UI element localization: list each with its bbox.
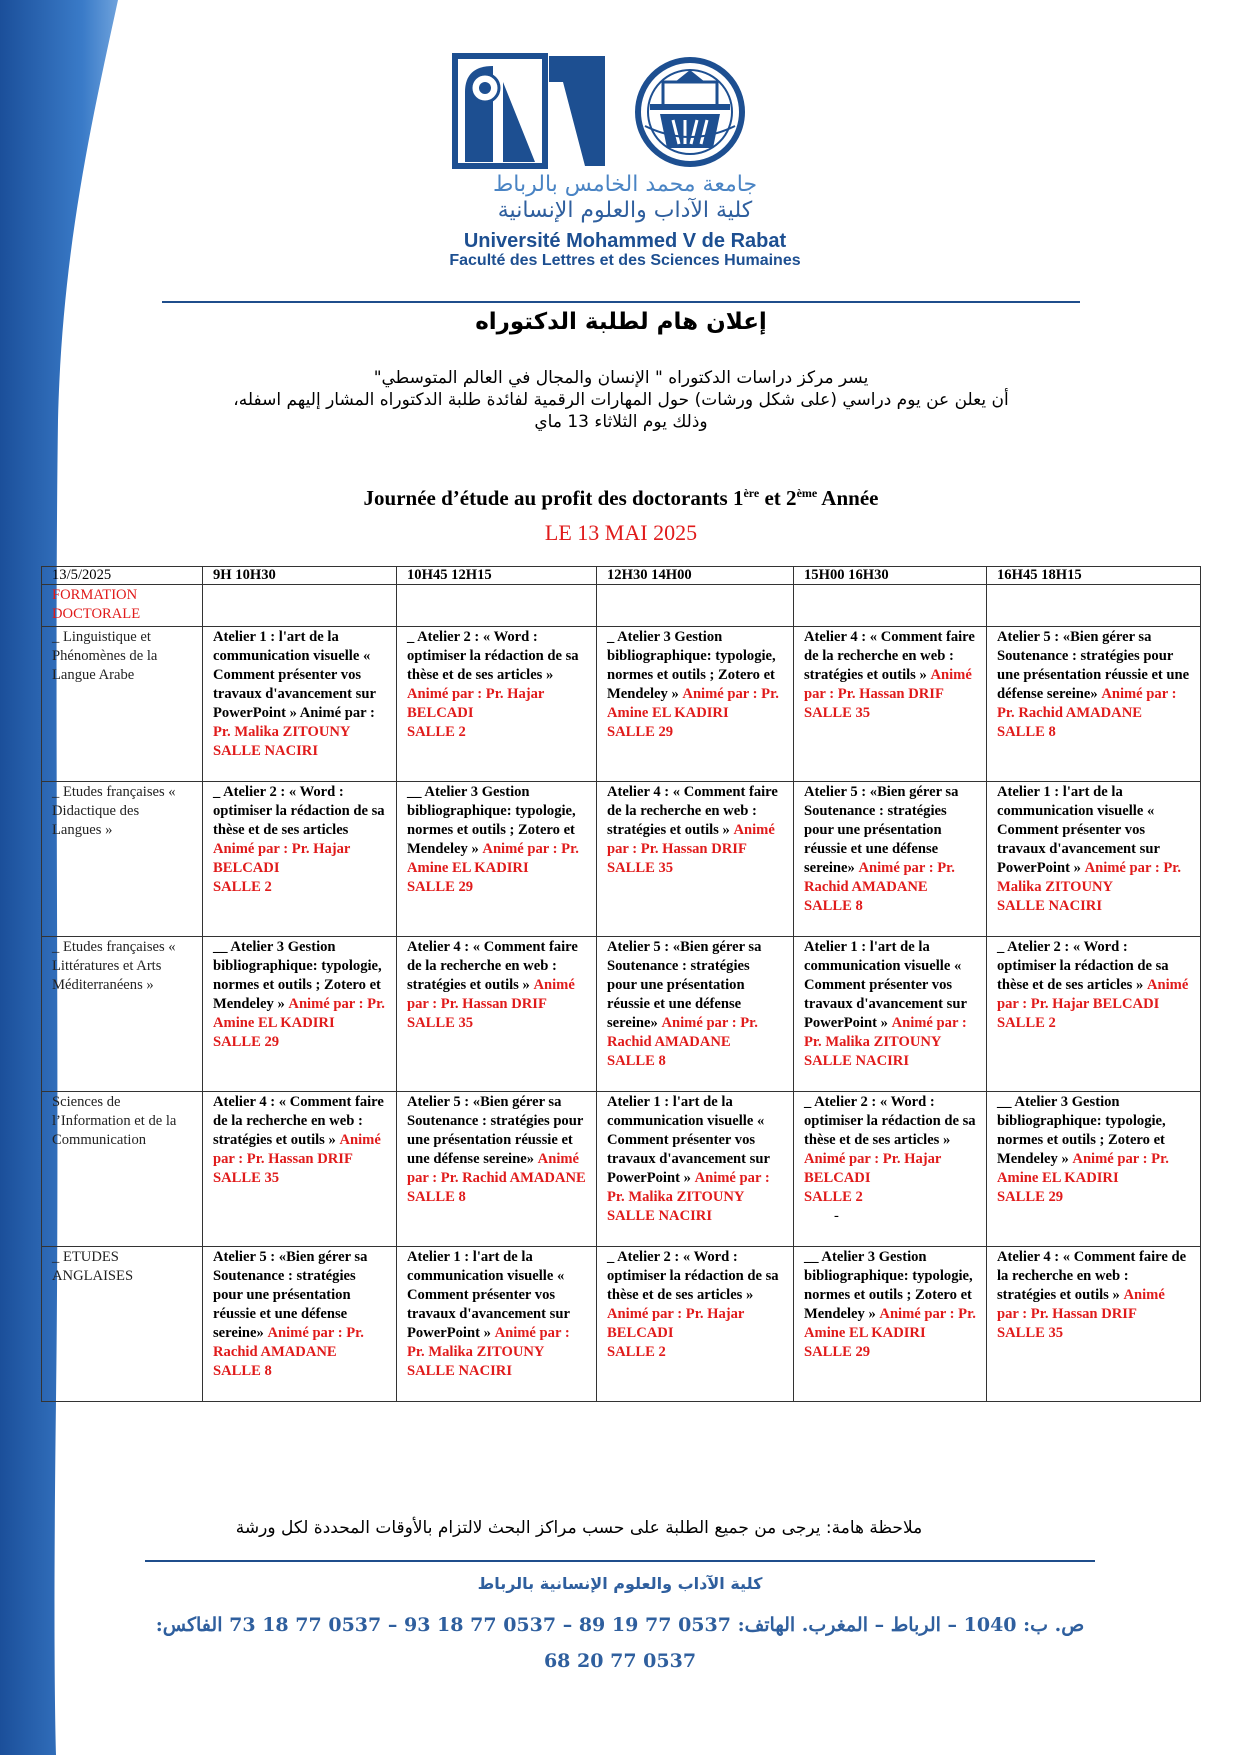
workshop-room: SALLE 29	[804, 1344, 871, 1360]
logo-emblem-icon	[445, 52, 805, 172]
formation-label: FORMATION DOCTORALE	[42, 585, 203, 627]
workshop-cell	[794, 627, 987, 782]
schedule-body	[42, 627, 1201, 1402]
program-label: Sciences de l’Information et de la Communication	[42, 1092, 203, 1247]
workshop-title: Atelier 5 : «Bien gérer sa Soutenance : stratégies pour une présentation réussie et une défense sereine»	[213, 1249, 368, 1341]
logo-university-name: Université Mohammed V de Rabat	[463, 230, 787, 252]
workshop-animator: Animé par : Pr. Rachid AMADANE	[407, 1151, 586, 1186]
workshop-animator: Animé par : Pr. Hassan DRIF	[407, 977, 575, 1012]
workshop-title: Atelier 5 : «Bien gérer sa Soutenance : stratégies pour une présentation réussie et une défense sereine»	[407, 1094, 584, 1167]
workshop-animator: Animé par : Pr. Amine EL KADIRI	[213, 996, 385, 1031]
workshop-title: Atelier 1 : l'art de la communication visuelle « Comment présenter vos travaux d'avancement sur PowerPoint » Animé par :	[213, 629, 376, 721]
workshop-animator: Animé par : Pr. Hajar BELCADI	[997, 977, 1189, 1012]
workshop-title: Atelier 1 : l'art de la communication visuelle « Comment présenter vos travaux d'avancement sur PowerPoint »	[804, 939, 967, 1031]
workshop-room: SALLE 35	[213, 1170, 280, 1186]
workshop-room: SALLE 29	[997, 1189, 1064, 1205]
study-day-date: LE 13 MAI 2025	[544, 520, 698, 545]
workshop-animator: Animé par : Pr. Rachid AMADANE	[804, 860, 955, 895]
workshop-title: Atelier 4 : « Comment faire de la recherche en web : stratégies et outils »	[997, 1249, 1187, 1303]
workshop-title: _ Atelier 2 : « Word : optimiser la rédaction de sa thèse et de ses articles	[213, 784, 385, 838]
logo-arabic-faculty: كلية الآداب والعلوم الإنسانية	[497, 198, 753, 223]
workshop-cell	[203, 937, 397, 1092]
title-superscript: ère	[743, 486, 760, 500]
workshop-title: Atelier 5 : «Bien gérer sa Soutenance : stratégies pour une présentation réussie et une défense sereine»	[607, 939, 762, 1031]
workshop-cell	[397, 627, 597, 782]
title-part: Journée d’étude au profit des doctorants 1	[363, 486, 744, 510]
workshop-animator: Animé par : Pr. Amine EL KADIRI	[804, 1306, 976, 1341]
workshop-animator: Animé par : Pr. Malika ZITOUNY	[804, 1015, 967, 1050]
schedule-row	[42, 937, 1201, 1092]
workshop-title: Atelier 1 : l'art de la communication visuelle « Comment présenter vos travaux d'avancement sur PowerPoint »	[407, 1249, 570, 1341]
workshop-room: SALLE 2	[804, 1189, 863, 1205]
intro-line: وذلك يوم الثلاثاء 13 ماي	[534, 412, 708, 432]
workshop-animator: Animé par : Pr. Hassan DRIF	[804, 667, 972, 702]
workshop-animator: Animé par : Pr. Amine EL KADIRI	[607, 686, 779, 721]
workshop-cell	[203, 782, 397, 937]
university-logo	[445, 52, 805, 292]
workshop-cell	[597, 1092, 794, 1247]
workshop-title: Atelier 5 : «Bien gérer sa Soutenance : stratégies pour une présentation réussie et une défense sereine»	[804, 784, 959, 876]
workshop-title: Atelier 1 : l'art de la communication visuelle « Comment présenter vos travaux d'avancement sur PowerPoint »	[607, 1094, 770, 1186]
workshop-room: SALLE 35	[804, 705, 871, 721]
workshop-title: Atelier 4 : « Comment faire de la recherche en web : stratégies et outils »	[804, 629, 975, 683]
empty-cell	[987, 585, 1201, 627]
workshop-title: _ Atelier 2 : « Word : optimiser la rédaction de sa thèse et de ses articles »	[997, 939, 1169, 993]
workshop-title: Atelier 5 : «Bien gérer sa Soutenance : stratégies pour une présentation réussie et une défense sereine»	[997, 629, 1190, 702]
workshop-cell	[397, 937, 597, 1092]
workshop-animator: Animé par : Pr. Malika ZITOUNY	[997, 860, 1182, 895]
schedule-table	[41, 566, 1201, 1402]
workshop-cell	[397, 1247, 597, 1402]
schedule-row	[42, 1247, 1201, 1402]
time-slot-5: 16H45 18H15	[987, 567, 1201, 585]
program-label: _ Etudes françaises « Didactique des Langues »	[42, 782, 203, 937]
workshop-room: SALLE NACIRI	[607, 1208, 713, 1224]
footer-divider	[145, 1560, 1095, 1562]
title-part: et 2	[759, 486, 797, 510]
time-slot-4: 15H00 16H30	[794, 567, 987, 585]
workshop-animator: Animé par : Pr. Rachid AMADANE	[607, 1015, 758, 1050]
time-slot-1: 9H 10H30	[203, 567, 397, 585]
workshop-title: _ Atelier 2 : « Word : optimiser la rédaction de sa thèse et de ses articles »	[407, 629, 579, 683]
empty-cell	[597, 585, 794, 627]
workshop-room: SALLE 8	[607, 1053, 666, 1069]
workshop-room: SALLE 29	[213, 1034, 280, 1050]
workshop-cell	[794, 1092, 987, 1247]
announcement-intro-arabic	[200, 367, 1042, 433]
schedule-row	[42, 627, 1201, 782]
workshop-room: SALLE 35	[997, 1325, 1064, 1341]
workshop-animator: Animé par : Pr. Hassan DRIF	[607, 822, 775, 857]
workshop-animator: Animé par : Pr. Hajar BELCADI	[407, 686, 545, 721]
workshop-cell	[203, 627, 397, 782]
workshop-cell	[203, 1092, 397, 1247]
workshop-cell	[203, 1247, 397, 1402]
schedule-row	[42, 1092, 1201, 1247]
footer-address: ص. ب: 1040 – الرباط – المغرب. الهاتف: 0537 77 19 89 – 0537 77 18 93 – 0537 77 18 73 الفاكس: 0537 77 20 68	[155, 1614, 1085, 1672]
schedule-header-row	[42, 567, 1201, 585]
workshop-animator: Animé par : Pr. Rachid AMADANE	[213, 1325, 364, 1360]
workshop-room: SALLE 2	[213, 879, 272, 895]
workshop-cell	[397, 1092, 597, 1247]
title-part: Année	[817, 486, 879, 510]
empty-cell	[397, 585, 597, 627]
workshop-title: _ Atelier 3 Gestion bibliographique: typologie, normes et outils ; Zotero et Mendeley »	[607, 629, 776, 702]
workshop-animator: Animé par : Pr. Hajar BELCADI	[804, 1151, 942, 1186]
workshop-room: SALLE 29	[607, 724, 674, 740]
workshop-cell	[987, 627, 1201, 782]
workshop-animator: Pr. Malika ZITOUNY	[213, 724, 351, 740]
workshop-room: SALLE 8	[213, 1363, 272, 1379]
important-note-arabic: ملاحظة هامة: يرجى من جميع الطلبة على حسب مراكز البحث لالتزام بالأوقات المحددة لكل ورشة	[235, 1518, 923, 1538]
workshop-cell	[794, 1247, 987, 1402]
time-slot-2: 10H45 12H15	[397, 567, 597, 585]
workshop-animator: Animé par : Pr. Malika ZITOUNY	[607, 1170, 770, 1205]
intro-line: يسر مركز دراسات الدكتوراه " الإنسان والمجال في العالم المتوسطي"	[373, 368, 869, 388]
cell-dash: -	[834, 1208, 839, 1224]
workshop-room: SALLE 29	[407, 879, 474, 895]
workshop-animator: Animé par : Pr. Hassan DRIF	[997, 1287, 1165, 1322]
workshop-room: SALLE NACIRI	[804, 1053, 910, 1069]
study-day-title	[162, 486, 1080, 511]
workshop-title: Atelier 1 : l'art de la communication visuelle « Comment présenter vos travaux d'avancement sur PowerPoint »	[997, 784, 1160, 876]
workshop-room: SALLE 8	[997, 724, 1056, 740]
workshop-cell	[987, 782, 1201, 937]
program-label: _ ETUDES ANGLAISES	[42, 1247, 203, 1402]
program-label: _ Linguistique et Phénomènes de la Langue Arabe	[42, 627, 203, 782]
workshop-animator: Animé par : Pr. Amine EL KADIRI	[407, 841, 579, 876]
workshop-cell	[987, 1092, 1201, 1247]
workshop-cell	[794, 782, 987, 937]
workshop-title: _ Atelier 2 : « Word : optimiser la rédaction de sa thèse et de ses articles »	[607, 1249, 779, 1303]
program-label: _ Etudes françaises « Littératures et Arts Méditerranéens »	[42, 937, 203, 1092]
workshop-cell	[597, 627, 794, 782]
workshop-cell	[987, 937, 1201, 1092]
time-slot-3: 12H30 14H00	[597, 567, 794, 585]
workshop-cell	[987, 1247, 1201, 1402]
workshop-animator: Animé par : Pr. Amine EL KADIRI	[997, 1151, 1169, 1186]
workshop-title: __ Atelier 3 Gestion bibliographique: typologie, normes et outils ; Zotero et Mendeley »	[407, 784, 576, 857]
workshop-room: SALLE NACIRI	[407, 1363, 513, 1379]
workshop-room: SALLE NACIRI	[997, 898, 1103, 914]
header-divider	[162, 301, 1080, 303]
workshop-title: Atelier 4 : « Comment faire de la recherche en web : stratégies et outils »	[213, 1094, 384, 1148]
workshop-title: __ Atelier 3 Gestion bibliographique: typologie, normes et outils ; Zotero et Mendeley »	[213, 939, 382, 1012]
formation-row	[42, 585, 1201, 627]
empty-cell	[203, 585, 397, 627]
workshop-room: SALLE NACIRI	[213, 743, 319, 759]
workshop-room: SALLE 2	[607, 1344, 666, 1360]
schedule-date: 13/5/2025	[42, 567, 203, 585]
workshop-room: SALLE 35	[407, 1015, 474, 1031]
intro-line: أن يعلن عن يوم دراسي (على شكل ورشات) حول المهارات الرقمية لفائدة طلبة الدكتوراه المشار إليهم اسفله،	[233, 390, 1009, 410]
workshop-cell	[597, 782, 794, 937]
workshop-room: SALLE 8	[804, 898, 863, 914]
workshop-animator: Animé par : Pr. Hajar BELCADI	[607, 1306, 745, 1341]
workshop-cell	[597, 1247, 794, 1402]
workshop-animator: Animé par : Pr. Hassan DRIF	[213, 1132, 381, 1167]
schedule-row	[42, 782, 1201, 937]
workshop-title: Atelier 4 : « Comment faire de la recherche en web : stratégies et outils »	[407, 939, 578, 993]
workshop-animator: Animé par : Pr. Rachid AMADANE	[997, 686, 1177, 721]
logo-faculty-name: Faculté des Lettres et des Sciences Humaines	[449, 252, 801, 269]
logo-arabic-university: جامعة محمد الخامس بالرباط	[492, 172, 758, 197]
workshop-title: _ Atelier 2 : « Word : optimiser la rédaction de sa thèse et de ses articles »	[804, 1094, 976, 1148]
workshop-cell	[597, 937, 794, 1092]
workshop-room: SALLE 35	[607, 860, 674, 876]
workshop-title: Atelier 4 : « Comment faire de la recherche en web : stratégies et outils »	[607, 784, 778, 838]
empty-cell	[794, 585, 987, 627]
workshop-room: SALLE 2	[407, 724, 466, 740]
workshop-title: __ Atelier 3 Gestion bibliographique: typologie, normes et outils ; Zotero et Mendeley »	[997, 1094, 1166, 1167]
workshop-animator: Animé par : Pr. Malika ZITOUNY	[407, 1325, 570, 1360]
workshop-cell	[397, 782, 597, 937]
workshop-room: SALLE 8	[407, 1189, 466, 1205]
workshop-room: SALLE 2	[997, 1015, 1056, 1031]
workshop-title: __ Atelier 3 Gestion bibliographique: typologie, normes et outils ; Zotero et Mendeley »	[804, 1249, 973, 1322]
title-superscript: ème	[796, 486, 818, 500]
workshop-cell	[794, 937, 987, 1092]
footer-faculty-arabic: كلية الآداب والعلوم الإنسانية بالرباط	[477, 1574, 763, 1593]
announcement-title-arabic: إعلان هام لطلبة الدكتوراه	[475, 309, 767, 335]
workshop-animator: Animé par : Pr. Hajar BELCADI	[213, 841, 351, 876]
